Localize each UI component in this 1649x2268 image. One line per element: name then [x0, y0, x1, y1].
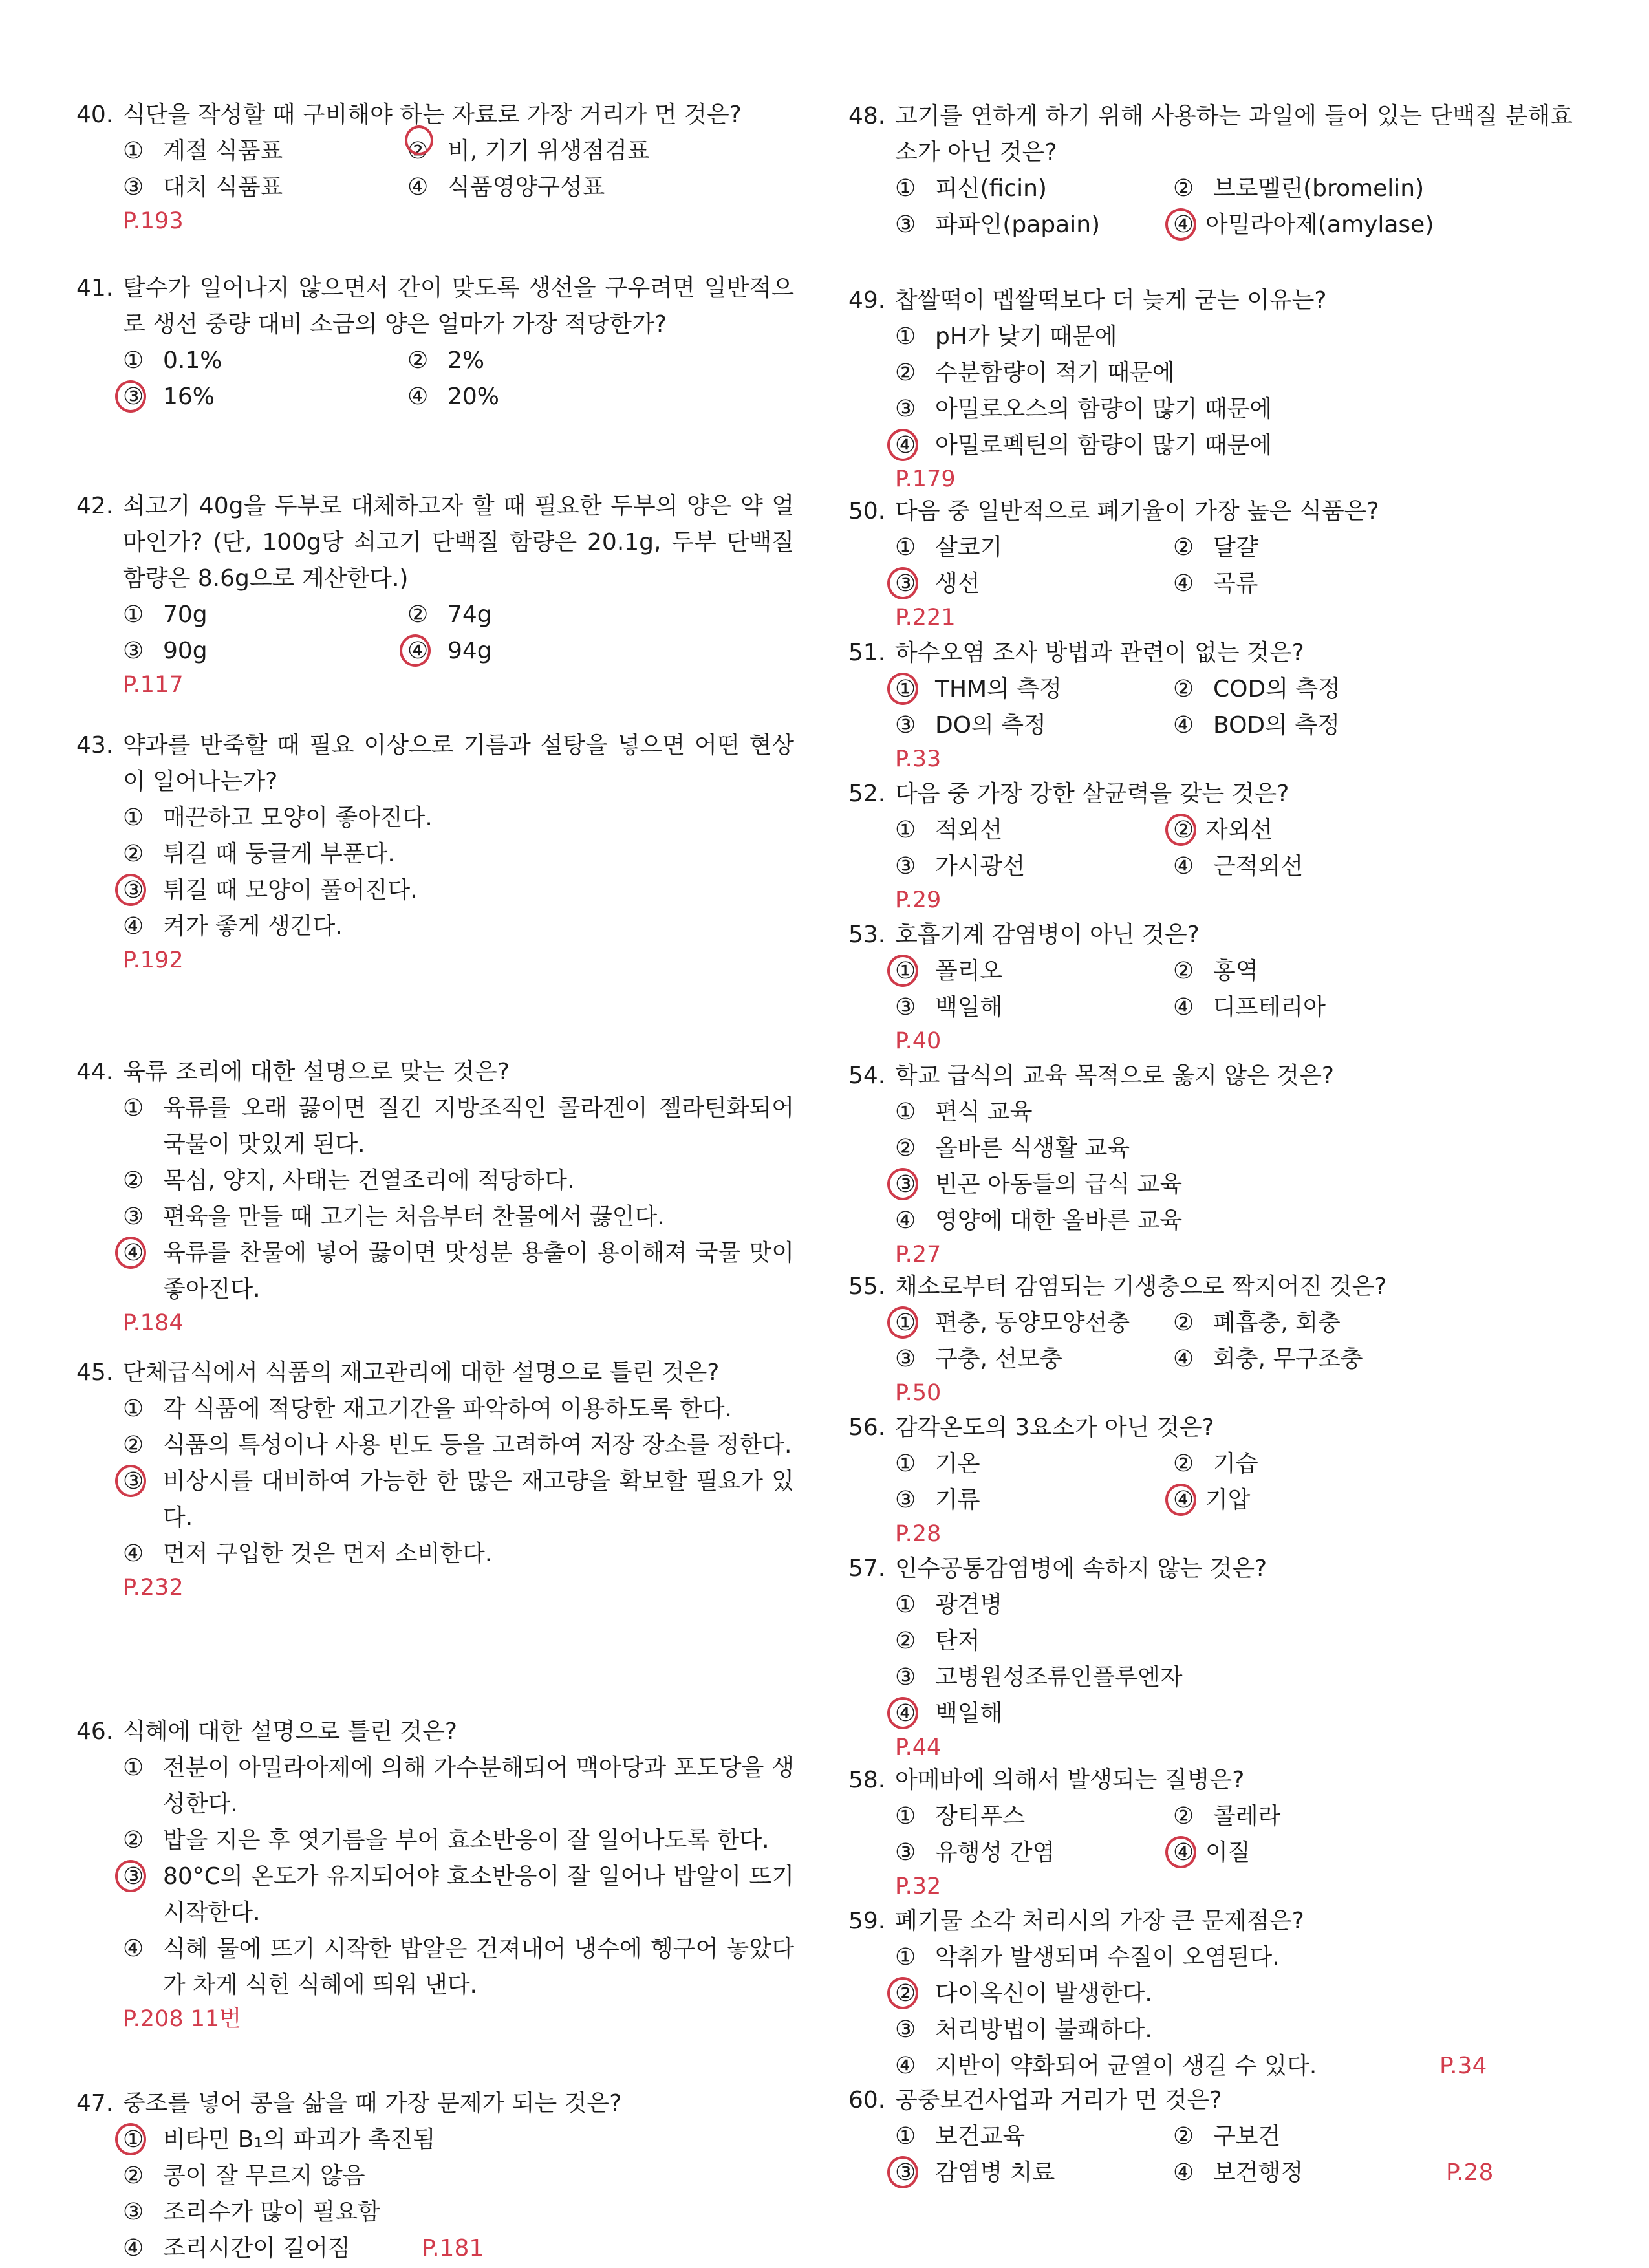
option-4: ④ 육류를 찬물에 넣어 끓이면 맛성분 용출이 용이해져 국물 맛이 좋아진다.: [123, 1235, 794, 1308]
option-4: ④ 지반이 약화되어 균열이 생길 수 있다. P.34: [895, 2048, 1573, 2084]
answer-circle: [887, 673, 918, 705]
question-number: 57.: [848, 1555, 886, 1582]
option-3: ③ 편육을 만들 때 고기는 처음부터 찬물에서 끓인다.: [123, 1204, 665, 1230]
option-1: ① 편충, 동양모양선충: [895, 1305, 1173, 1341]
option-2: ② 수분함량이 적기 때문에: [895, 360, 1175, 386]
question-number: 53.: [848, 922, 886, 948]
option-4: ④ 곡류: [1173, 570, 1258, 597]
option-2: ② 비, 기기 위생점검표: [407, 133, 692, 169]
answer-circle: [887, 2156, 918, 2188]
option-2: ② 튀길 때 둥글게 부푼다.: [123, 841, 395, 867]
option-2: ② 기습: [1173, 1451, 1258, 1477]
page-reference: P.44: [895, 1734, 942, 1760]
question-stem: 다음 중 가장 강한 살균력을 갖는 것은?: [895, 781, 1289, 807]
page-reference: P.232: [123, 1575, 184, 1601]
question-stem: 식단을 작성할 때 구비해야 하는 자료로 가장 거리가 먼 것은?: [123, 102, 742, 128]
question-stem: 하수오염 조사 방법과 관련이 없는 것은?: [895, 640, 1304, 666]
option-4: ④ 아밀라아제(amylase): [1173, 207, 1451, 243]
page-reference: P.28: [1446, 2159, 1494, 2186]
option-1: ① 폴리오: [895, 953, 1173, 989]
option-2: ② 달걀: [1173, 534, 1258, 561]
option-2: ② 홍역: [1173, 958, 1258, 984]
question-number: 47.: [76, 2090, 114, 2117]
question-53: [848, 917, 1573, 1057]
option-2: ② 폐흡충, 회충: [1173, 1310, 1341, 1336]
option-1: ① 보건교육: [895, 2123, 1026, 2150]
page-reference: P.28: [895, 1521, 942, 1547]
page-reference: P.184: [123, 1310, 184, 1336]
answer-circle: [1165, 1836, 1196, 1868]
answer-circle: [115, 1465, 146, 1497]
option-3: ③ 비상시를 대비하여 가능한 한 많은 재고량을 확보할 필요가 있다.: [123, 1463, 794, 1536]
option-4: ④ 식품영양구성표: [407, 174, 605, 200]
option-3: ③ 대치 식품표: [123, 174, 283, 200]
answer-circle: [1165, 208, 1196, 241]
question-43: [76, 728, 794, 976]
question-49: [848, 283, 1573, 495]
option-4: ④ 조리시간이 길어짐 P.181: [123, 2230, 794, 2267]
option-4: ④ 식혜 물에 뜨기 시작한 밥알은 건져내어 냉수에 헹구어 놓았다가 차게 식힌 식혜에 띄워 낸다.: [123, 1936, 794, 1998]
question-52: [848, 776, 1573, 916]
option-1: ① 각 식품에 적당한 재고기간을 파악하여 이용하도록 한다.: [123, 1396, 732, 1422]
option-1: ① 광견병: [895, 1592, 1003, 1618]
answer-circle: [115, 874, 146, 906]
option-3: ③ 조리수가 많이 필요함: [123, 2199, 380, 2225]
page-reference: P.193: [123, 208, 184, 234]
question-number: 56.: [848, 1414, 886, 1441]
option-4: ④ 켜가 좋게 생긴다.: [123, 913, 343, 940]
option-3: ③ 고병원성조류인플루엔자: [895, 1664, 1183, 1690]
option-3: ③ 빈곤 아동들의 급식 교육: [895, 1167, 1573, 1203]
option-4: ④ 보건행정 P.28: [1173, 2155, 1535, 2191]
question-stem: 약과를 반죽할 때 필요 이상으로 기름과 설탕을 넣으면 어떤 현상이 일어나는가?: [123, 732, 794, 795]
option-1: ① 비타민 B₁의 파괴가 촉진됨: [123, 2122, 794, 2158]
question-number: 45.: [76, 1359, 114, 1386]
option-2: ② 콜레라: [1173, 1803, 1281, 1830]
option-1: ① THM의 측정: [895, 671, 1173, 707]
option-1: ① 육류를 오래 끓이면 질긴 지방조직인 콜라겐이 젤라틴화되어 국물이 맛있게 된다.: [123, 1095, 794, 1158]
option-2: ② 자외선: [1173, 812, 1451, 848]
question-number: 60.: [848, 2087, 886, 2113]
question-number: 51.: [848, 640, 886, 666]
option-2: ② 2%: [407, 347, 485, 374]
option-2: ② 식품의 특성이나 사용 빈도 등을 고려하여 저장 장소를 정한다.: [123, 1432, 792, 1458]
question-number: 50.: [848, 498, 886, 524]
answer-circle: [887, 1977, 918, 2009]
option-2: ② 올바른 식생활 교육: [895, 1135, 1130, 1161]
question-stem: 호흡기계 감염병이 아닌 것은?: [895, 922, 1200, 948]
option-1: ① 0.1%: [123, 347, 222, 374]
page-reference: P.40: [895, 1028, 942, 1054]
question-number: 59.: [848, 1908, 886, 1934]
question-stem: 아메바에 의해서 발생되는 질병은?: [895, 1767, 1245, 1793]
page-reference: P.50: [895, 1380, 942, 1406]
question-60: [848, 2082, 1573, 2191]
option-3: ③ 유행성 간염: [895, 1839, 1055, 1866]
option-3: ③ 80°C의 온도가 유지되어야 효소반응이 잘 일어나 밥알이 뜨기 시작한다.: [123, 1859, 794, 1931]
option-1: ① 매끈하고 모양이 좋아진다.: [123, 805, 433, 831]
question-54: [848, 1058, 1573, 1270]
question-number: 42.: [76, 493, 114, 519]
option-1: ① pH가 낮기 때문에: [895, 323, 1117, 350]
option-2: ② 다이옥신이 발생한다.: [895, 1976, 1573, 2012]
option-1: ① 편식 교육: [895, 1099, 1033, 1125]
option-3: ③ 구충, 선모충: [895, 1346, 1062, 1372]
question-number: 55.: [848, 1273, 886, 1300]
option-2: ② 목심, 양지, 사태는 건열조리에 적당하다.: [123, 1167, 575, 1194]
option-2: ② 탄저: [895, 1628, 980, 1654]
option-4: ④ 94g: [407, 633, 692, 669]
page-reference: P.208 11번: [123, 2006, 242, 2032]
question-number: 54.: [848, 1063, 886, 1089]
option-1: ① 악취가 발생되며 수질이 오염된다.: [895, 1944, 1280, 1971]
option-2: ② 74g: [407, 601, 492, 628]
question-50: [848, 493, 1573, 633]
option-3: ③ 가시광선: [895, 853, 1026, 880]
question-55: [848, 1269, 1573, 1409]
option-4: ④ 기압: [1173, 1482, 1451, 1518]
page-reference: P.27: [895, 1242, 942, 1268]
option-1: ① 장티푸스: [895, 1803, 1026, 1830]
option-1: ① 전분이 아밀라아제에 의해 가수분해되어 맥아당과 포도당을 생성한다.: [123, 1755, 794, 1817]
question-44: [76, 1054, 794, 1339]
question-stem: 학교 급식의 교육 목적으로 옳지 않은 것은?: [895, 1063, 1334, 1089]
page-reference: P.179: [895, 466, 956, 492]
option-4: ④ 20%: [407, 383, 500, 410]
option-2: ② 구보건: [1173, 2123, 1281, 2150]
option-3: ③ 90g: [123, 638, 208, 664]
question-45: [76, 1355, 794, 1603]
question-59: [848, 1903, 1573, 2084]
question-stem: 쇠고기 40g을 두부로 대체하고자 할 때 필요한 두부의 양은 약 얼마인가? (단, 100g당 쇠고기 단백질 함량은 20.1g, 두부 단백질 함량은 8.6g으로 계산한다.): [123, 493, 794, 592]
option-3: ③ 감염병 치료: [895, 2155, 1173, 2191]
answer-circle: [405, 125, 433, 155]
question-stem: 찹쌀떡이 멥쌀떡보다 더 늦게 굳는 이유는?: [895, 287, 1327, 314]
page-reference: P.34: [1439, 2053, 1487, 2079]
option-2: ② 콩이 잘 무르지 않음: [123, 2163, 365, 2189]
question-46: [76, 1714, 794, 2035]
page-reference: P.32: [895, 1874, 942, 1899]
answer-circle: [1165, 1484, 1196, 1516]
page-reference: P.29: [895, 887, 942, 913]
option-3: ③ 파파인(papain): [895, 211, 1101, 238]
option-3: ③ 생선: [895, 566, 1173, 602]
option-4: ④ 백일해: [895, 1696, 1573, 1732]
question-stem: 다음 중 일반적으로 폐기율이 가장 높은 식품은?: [895, 498, 1379, 524]
question-stem: 육류 조리에 대한 설명으로 맞는 것은?: [123, 1059, 510, 1085]
option-3: ③ 아밀로오스의 함량이 많기 때문에: [895, 396, 1273, 422]
page-reference: P.192: [123, 947, 184, 973]
page-reference: P.117: [123, 672, 184, 698]
question-stem: 식혜에 대한 설명으로 틀린 것은?: [123, 1718, 457, 1745]
question-57: [848, 1551, 1573, 1763]
question-stem: 인수공통감염병에 속하지 않는 것은?: [895, 1555, 1267, 1582]
answer-circle: [1165, 814, 1196, 846]
answer-circle: [115, 380, 146, 413]
option-3: ③ 처리방법이 불쾌하다.: [895, 2016, 1152, 2043]
answer-circle: [887, 429, 918, 461]
question-number: 52.: [848, 781, 886, 807]
option-1: ① 살코기: [895, 534, 1003, 561]
answer-circle: [887, 955, 918, 987]
option-2: ② 밥을 지은 후 엿기름을 부어 효소반응이 잘 일어나도록 한다.: [123, 1827, 770, 1853]
option-2: ② 브로멜린(bromelin): [1173, 175, 1425, 202]
page-reference: P.221: [895, 605, 956, 631]
question-stem: 폐기물 소각 처리시의 가장 큰 문제점은?: [895, 1908, 1304, 1934]
option-2: ② COD의 측정: [1173, 676, 1341, 702]
question-number: 44.: [76, 1059, 114, 1085]
answer-circle: [115, 2123, 146, 2155]
question-48: [848, 98, 1573, 243]
option-1: ① 기온: [895, 1451, 980, 1477]
answer-circle: [400, 634, 431, 667]
question-number: 46.: [76, 1718, 114, 1745]
page-reference: P.33: [895, 746, 942, 772]
question-number: 43.: [76, 732, 114, 759]
question-number: 41.: [76, 275, 114, 301]
option-1: ① 피신(ficin): [895, 175, 1047, 202]
question-number: 58.: [848, 1767, 886, 1793]
answer-circle: [887, 1697, 918, 1729]
option-4: ④ 영양에 대한 올바른 교육: [895, 1207, 1183, 1234]
option-4: ④ 먼저 구입한 것은 먼저 소비한다.: [123, 1540, 493, 1567]
option-3: ③ 기류: [895, 1487, 980, 1513]
option-4: ④ 회충, 무구조충: [1173, 1346, 1363, 1372]
question-stem: 탈수가 일어나지 않으면서 간이 맞도록 생선을 구우려면 일반적으로 생선 중량 대비 소금의 양은 얼마가 가장 적당한가?: [123, 275, 794, 338]
question-stem: 고기를 연하게 하기 위해 사용하는 과일에 들어 있는 단백질 분해효소가 아닌 것은?: [895, 103, 1573, 166]
option-4: ④ 아밀로펙틴의 함량이 많기 때문에: [895, 427, 1573, 464]
option-1: ① 70g: [123, 601, 208, 628]
question-58: [848, 1762, 1573, 1902]
question-40: [76, 97, 794, 237]
question-number: 40.: [76, 102, 114, 128]
question-56: [848, 1410, 1573, 1550]
question-number: 48.: [848, 103, 886, 129]
option-3: ③ DO의 측정: [895, 712, 1046, 739]
option-4: ④ 이질: [1173, 1835, 1451, 1871]
option-1: ① 계절 식품표: [123, 138, 283, 164]
question-stem: 공중보건사업과 거리가 먼 것은?: [895, 2087, 1222, 2113]
option-4: ④ 근적외선: [1173, 853, 1304, 880]
answer-circle: [115, 1237, 146, 1269]
answer-circle: [887, 1168, 918, 1200]
question-stem: 중조를 넣어 콩을 삶을 때 가장 문제가 되는 것은?: [123, 2090, 622, 2117]
page-reference: P.181: [422, 2235, 484, 2262]
question-number: 49.: [848, 287, 886, 314]
answer-circle: [115, 1860, 146, 1892]
option-3: ③ 튀길 때 모양이 풀어진다.: [123, 872, 794, 909]
answer-circle: [887, 1306, 918, 1339]
question-42: [76, 488, 794, 700]
option-3: ③ 백일해: [895, 994, 1003, 1021]
option-4: ④ BOD의 측정: [1173, 712, 1340, 739]
question-41: [76, 270, 794, 415]
option-1: ① 적외선: [895, 817, 1003, 843]
option-4: ④ 디프테리아: [1173, 994, 1326, 1021]
option-3: ③ 16%: [123, 379, 407, 415]
question-stem: 감각온도의 3요소가 아닌 것은?: [895, 1414, 1214, 1441]
question-stem: 단체급식에서 식품의 재고관리에 대한 설명으로 틀린 것은?: [123, 1359, 720, 1386]
question-51: [848, 635, 1573, 775]
question-47: [76, 2086, 794, 2267]
answer-circle: [887, 567, 918, 599]
question-stem: 채소로부터 감염되는 기생충으로 짝지어진 것은?: [895, 1273, 1387, 1300]
